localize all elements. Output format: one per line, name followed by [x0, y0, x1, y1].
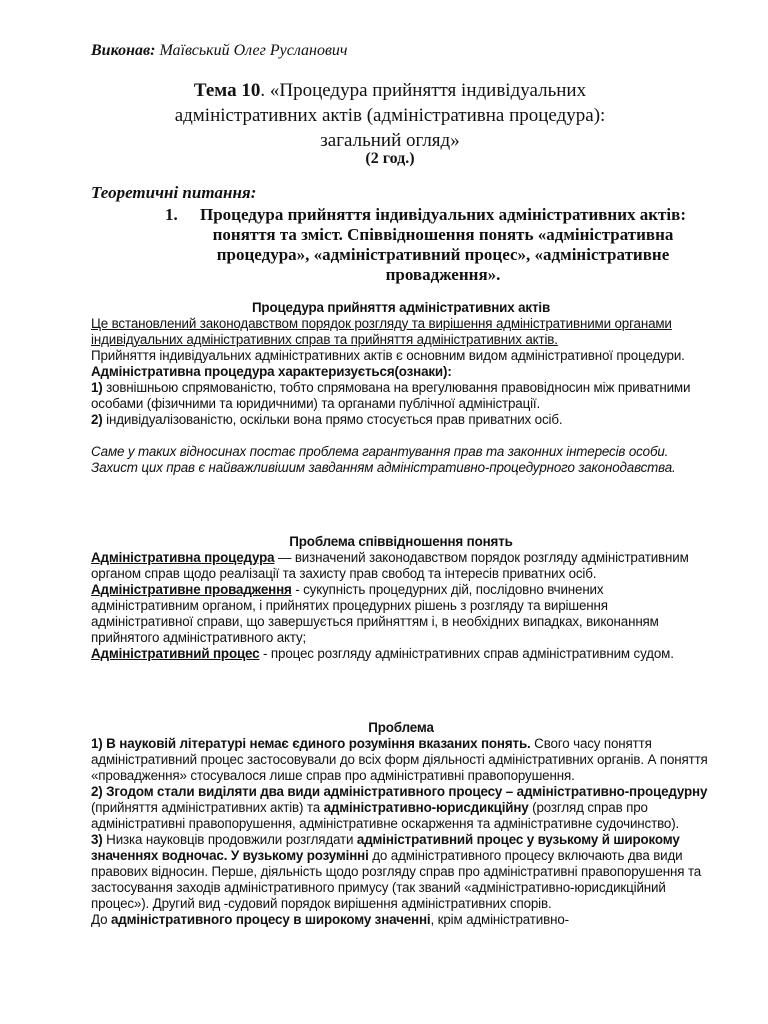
definition-paragraph: Це встановлений законодавством порядок розгляду та вирішення адміністративними органами індивідуальних адміністративних справ та прийняття адміністративних актів.	[91, 316, 672, 347]
section-heading: Проблема	[368, 720, 434, 735]
problem-paragraph	[91, 784, 711, 832]
author-line	[91, 42, 348, 60]
topic-number: Тема 10	[193, 80, 261, 101]
feature-item	[91, 380, 711, 412]
title-line-3: загальний огляд»	[320, 130, 460, 151]
paragraph-text: (розгляд справ про адміністративні правопорушення, адміністративне оскарження та адміністративне судочинство).	[91, 800, 680, 831]
problem-paragraph	[91, 832, 711, 912]
section-problem	[91, 720, 711, 928]
title-line-2: адміністративних актів (адміністративна процедура):	[174, 105, 606, 126]
paragraph-text: До	[91, 912, 111, 927]
problem-paragraph	[91, 912, 711, 928]
feature-item	[91, 412, 711, 428]
hours-note: (2 год.)	[365, 150, 415, 167]
term-definition	[91, 550, 711, 582]
term-definition	[91, 582, 711, 646]
section-heading: Проблема співвідношення понять	[289, 534, 513, 549]
term-text: — визначений законодавством порядок розгляду адміністративним органом справ щодо реалізації та захисту прав свобод та інтересів приватних осіб.	[91, 550, 689, 581]
term-text: - сукупність процедурних дій, послідовно вчинених адміністративним органом, і прийнятих процедурних рішень з розгляду та вирішення адміністративної справи, що завершується прийняттям і, в необхідних випадках, виконанням прийнятого адміністративного акту;	[91, 582, 659, 645]
author-label: Виконав:	[91, 42, 156, 59]
question-text: Процедура прийняття індивідуальних адміністративних актів: поняття та зміст. Співвідношення понять «адміністративна процедура», «адміністративний процес», «адміністративне провадження».	[200, 205, 686, 284]
section-procedure	[91, 300, 711, 476]
problem-paragraph	[91, 736, 711, 784]
bold-term: адміністративний процес у вузькому й широкому значеннях водночас. У вузькому розумінні	[91, 832, 680, 863]
title-line-1: . «Процедура прийняття індивідуальних	[260, 80, 587, 101]
paragraph-text: до адміністративного процесу включають два види правових відносин. Перше, діяльність щодо розгляду справ про адміністративні правопорушення та застосування заходів адміністративного примусу (так званий «адміністративно-юрисдикційний процес»). Другий вид -судовий порядок вирішення адміністративних спорів.	[91, 848, 702, 911]
term: Адміністративний процес	[91, 646, 260, 661]
author-name: Маївський Олег Русланович	[159, 42, 348, 59]
feature-number: 1)	[91, 380, 103, 395]
term-text: - процес розгляду адміністративних справ адміністративним судом.	[259, 646, 674, 661]
feature-text: індивідуалізованістю, оскільки вона прямо стосується прав приватних осіб.	[102, 412, 563, 427]
term: Адміністративна процедура	[91, 550, 275, 565]
paragraph: Прийняття індивідуальних адміністративних актів є основним видом адміністративної процедури.	[91, 348, 685, 363]
bold-term: адміністративно-юрисдикційну	[323, 800, 529, 815]
paragraph-text: Свого часу поняття адміністративний процес застосовували до всіх форм діяльності адміністративних органів. А поняття «провадження» стосувалося лише справ про адміністративні правопорушення.	[91, 736, 708, 783]
italic-note: Саме у таких відносинах постає проблема гарантування прав та законних інтересів особи. Захист цих прав є найважливішим завданням адміністративно-процедурного законодавства.	[91, 444, 676, 475]
bold-lead: 1) В науковій літературі немає єдиного розуміння вказаних понять.	[91, 736, 531, 751]
page-title	[120, 78, 660, 153]
question-number: 1.	[165, 205, 178, 224]
term-definition	[91, 646, 711, 662]
section-terms	[91, 534, 711, 662]
bold-lead: 2) Згодом стали виділяти два види адміністративного процесу – адміністративно-процедурну	[91, 784, 708, 799]
paragraph-text: (прийняття адміністративних актів) та	[91, 800, 324, 815]
features-heading: Адміністративна процедура характеризується(ознаки):	[91, 364, 452, 379]
bold-lead: 3)	[91, 832, 103, 847]
term: Адміністративне провадження	[91, 582, 292, 597]
paragraph-text: Низка науковців продовжили розглядати	[102, 832, 357, 847]
bold-term: адміністративного процесу в широкому значенні	[110, 912, 431, 927]
theory-heading: Теоретичні питання:	[91, 183, 257, 202]
section-heading: Процедура прийняття адміністративних актів	[251, 300, 551, 315]
question-item	[165, 205, 695, 285]
feature-text: зовнішньою спрямованістю, тобто спрямована на врегулювання правовідносин між приватними особами (фізичними та юридичними) та органами публічної адміністрації.	[91, 380, 691, 411]
feature-number: 2)	[91, 412, 103, 427]
paragraph-text: , крім адміністративно-	[430, 912, 569, 927]
